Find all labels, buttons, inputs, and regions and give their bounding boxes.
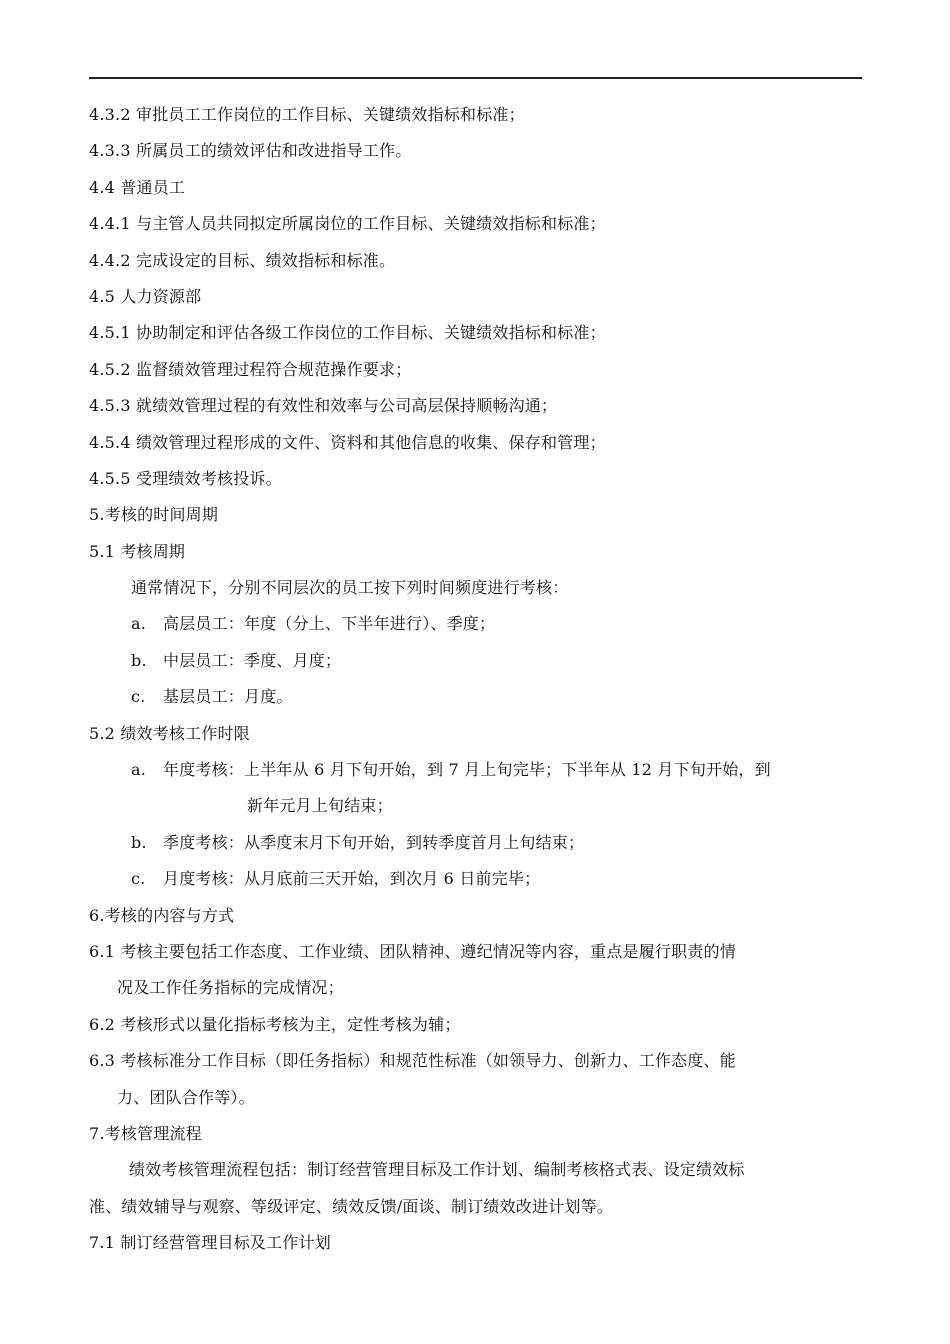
list-item-annual-continued: 新年元月上旬结束； [247,796,393,816]
clause-4-3-2: 4.3.2 审批员工工作岗位的工作目标、关键绩效指标和标准； [89,105,525,124]
clause-4-5-5: 4.5.5 受理绩效考核投诉。 [89,468,282,488]
section-5-heading: 5.考核的时间周期 [89,505,219,525]
list-item-monthly [89,861,862,897]
section-7-1-heading: 7.1 制订经营管理目标及工作计划 [89,1233,331,1253]
section-5-1-heading: 5.1 考核周期 [89,541,186,561]
list-marker-a: a. [131,614,147,634]
list-item-base [89,679,862,715]
section-6-heading: 6.考核的内容与方式 [89,905,235,925]
list-item-annual [89,752,862,788]
clause-4-5-4: 4.5.4 绩效管理过程形成的文件、资料和其他信息的收集、保存和管理； [89,432,606,452]
section-4-4-heading: 4.4 普通员工 [89,177,186,197]
section-5-1-intro: 通常情况下，分别不同层次的员工按下列时间频度进行考核： [131,578,569,598]
list-item-text: 季度考核：从季度末月下旬开始，到转季度首月上旬结束； [163,832,585,852]
clause-6-3: 6.3 考核标准分工作目标（即任务指标）和规范性标准（如领导力、创新力、工作态度、能 [89,1051,736,1071]
list-marker-c: c. [131,687,146,707]
section-7-intro-continued: 准、绩效辅导与观察、等级评定、绩效反馈/面谈、制订绩效改进计划等。 [89,1196,613,1216]
section-5-2-heading: 5.2 绩效考核工作时限 [89,723,250,743]
list-item-quarterly [89,825,862,861]
list-marker-b: b. [131,832,147,852]
clause-6-2: 6.2 考核形式以量化指标考核为主，定性考核为辅； [89,1014,461,1034]
clause-4-3-3: 4.3.3 所属员工的绩效评估和改进指导工作。 [89,141,412,161]
document-body [89,97,862,1262]
header-rule [89,77,862,79]
section-7-heading: 7.考核管理流程 [89,1123,202,1143]
list-item-text: 中层员工：季度、月度； [163,650,342,670]
clause-6-1: 6.1 考核主要包括工作态度、工作业绩、团队精神、遵纪情况等内容，重点是履行职责的情 [89,941,736,961]
list-item-text: 年度考核：上半年从 6 月下旬开始，到 7 月上旬完毕；下半年从 12 月下旬开始，到 [163,760,771,780]
list-marker-a: a. [131,760,147,780]
clause-4-5-3: 4.5.3 就绩效管理过程的有效性和效率与公司高层保持顺畅沟通； [89,396,558,416]
list-item-middle [89,643,862,679]
section-7-intro: 绩效考核管理流程包括：制订经营管理目标及工作计划、编制考核格式表、设定绩效标 [129,1160,745,1180]
list-marker-b: b. [131,650,147,670]
list-item-text: 基层员工：月度。 [163,687,293,707]
list-item-text: 高层员工：年度（分上、下半年进行）、季度； [163,614,496,634]
list-item-text: 月度考核：从月底前三天开始，到次月 6 日前完毕； [163,869,541,889]
section-4-5-heading: 4.5 人力资源部 [89,286,202,306]
clause-4-5-2: 4.5.2 监督绩效管理过程符合规范操作要求； [89,359,412,379]
clause-4-5-1: 4.5.1 协助制定和评估各级工作岗位的工作目标、关键绩效指标和标准； [89,323,606,343]
list-item-senior [89,606,862,642]
clause-6-3-continued: 力、团队合作等）。 [117,1087,255,1107]
clause-4-4-1: 4.4.1 与主管人员共同拟定所属岗位的工作目标、关键绩效指标和标准； [89,214,606,234]
clause-6-1-continued: 况及工作任务指标的完成情况； [117,978,344,998]
clause-4-4-2: 4.4.2 完成设定的目标、绩效指标和标准。 [89,250,396,270]
list-marker-c: c. [131,869,146,889]
